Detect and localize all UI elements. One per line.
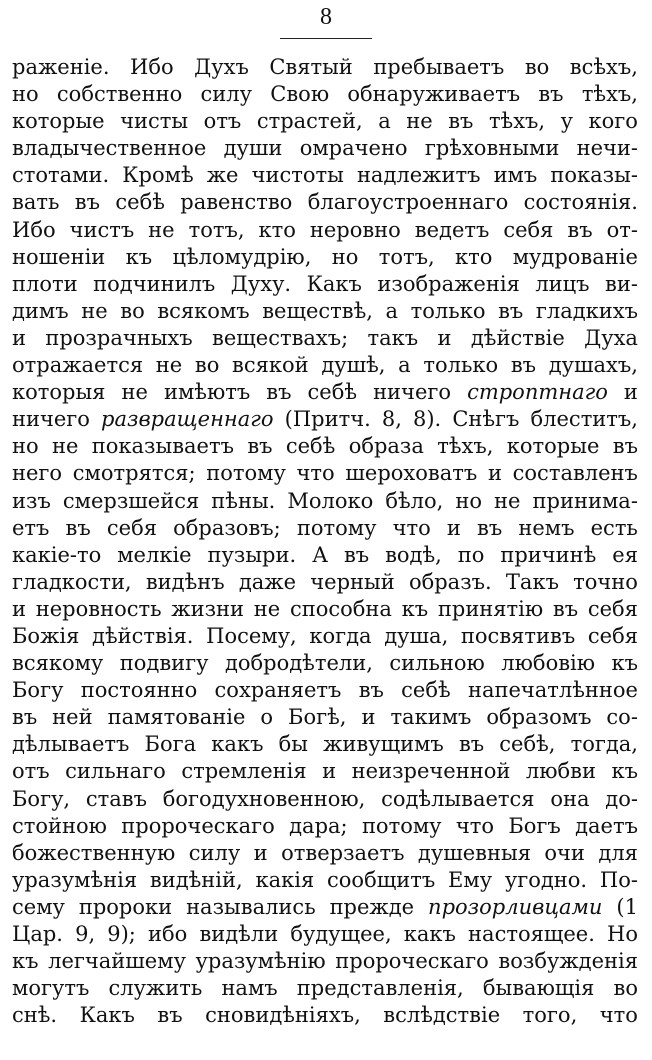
text-line: уразумѣнія видѣній, какія сообщитъ Ему угодно. По- bbox=[12, 867, 638, 892]
text-line: гладкости, видѣнъ даже черный образъ. Такъ точно bbox=[12, 569, 638, 594]
text-line: и прозрачныхъ веществахъ; такъ и дѣйствіе Духа bbox=[12, 325, 638, 350]
text-line: отражается не во всякой душѣ, а только въ душахъ, bbox=[12, 353, 638, 378]
text-line: которые чисты отъ страстей, а не въ тѣхъ, у кого bbox=[12, 109, 638, 134]
text-line: изъ смерзшейся пѣны. Молоко бѣло, но не принима- bbox=[12, 488, 638, 513]
text-line: вать въ себѣ равенство благоустроеннаго состоянія. bbox=[12, 190, 638, 215]
text-line: Богу постоянно сохраняетъ въ себѣ напечатлѣнное bbox=[12, 678, 638, 703]
page-header bbox=[0, 4, 652, 30]
text-line: снѣ. Какъ въ сновидѣніяхъ, вслѣдствіе того, что bbox=[12, 1003, 638, 1028]
text-line: етъ въ себя образовъ; потому что и въ немъ есть bbox=[12, 515, 638, 540]
text-line: могутъ служить намъ представленія, бывающія во bbox=[12, 976, 638, 1001]
text-line: ношеніи къ цѣломудрію, но тотъ, кто мудрованіе bbox=[12, 244, 638, 269]
text-line: Богу, ставъ богодухновенною, содѣлывается она до- bbox=[12, 786, 638, 811]
body-text bbox=[12, 54, 638, 1029]
text-line: Божія дѣйствія. Посему, когда душа, посвятивъ себя bbox=[12, 623, 638, 648]
text-line: стойною пророческаго дара; потому что Богъ даетъ bbox=[12, 813, 638, 838]
text-line: димъ не во всякомъ веществѣ, а только въ гладкихъ bbox=[12, 298, 638, 323]
text-line: Цар. 9, 9); ибо видѣли будущее, какъ настоящее. Но bbox=[12, 922, 638, 946]
text-line: но собственно силу Свою обнаруживаетъ въ тѣхъ, bbox=[12, 82, 638, 107]
text-line: Ибо чистъ не тотъ, кто неровно ведетъ себя въ от- bbox=[12, 217, 638, 242]
text-line: ничего развращеннаго (Притч. 8, 8). Снѣгъ блеститъ, bbox=[12, 407, 638, 432]
text-line: какіе-то мелкіе пузыри. А въ водѣ, по причинѣ ея bbox=[12, 542, 638, 567]
header-rule bbox=[280, 38, 372, 39]
text-line: и неровность жизни не способна къ принятію въ себя bbox=[12, 596, 638, 621]
text-line: къ легчайшему уразумѣнію пророческаго возбужденія bbox=[12, 949, 638, 974]
page-number: 8 bbox=[320, 4, 332, 30]
text-line: сему пророки назывались прежде прозорливцами (1 bbox=[12, 894, 638, 919]
text-line: раженіе. Ибо Духъ Святый пребываетъ во всѣхъ, bbox=[12, 55, 638, 79]
text-line: владычественное души омрачено грѣховными нечи- bbox=[12, 136, 638, 161]
text-line: которыя не имѣютъ въ себѣ ничего строптнаго и bbox=[12, 380, 638, 405]
text-line: дѣлываетъ Бога какъ бы живущимъ въ себѣ, тогда, bbox=[12, 732, 638, 757]
text-line: плоти подчинилъ Духу. Какъ изображенія лицъ ви- bbox=[12, 271, 638, 296]
text-line: него смотрятся; потому что шероховатъ и составленъ bbox=[12, 461, 638, 486]
text-line: стотами. Кромѣ же чистоты надлежитъ имъ показы- bbox=[12, 163, 638, 188]
text-line: отъ сильнаго стремленія и неизреченной любви къ bbox=[12, 759, 638, 784]
text-line: но не показываетъ въ себѣ образа тѣхъ, которые въ bbox=[12, 434, 638, 459]
text-line: въ ней памятованіе о Богѣ, и такимъ образомъ со- bbox=[12, 705, 638, 730]
text-line: божественную силу и отверзаетъ душевныя очи для bbox=[12, 840, 638, 865]
text-line: всякому подвигу добродѣтели, сильною любовію къ bbox=[12, 651, 638, 676]
